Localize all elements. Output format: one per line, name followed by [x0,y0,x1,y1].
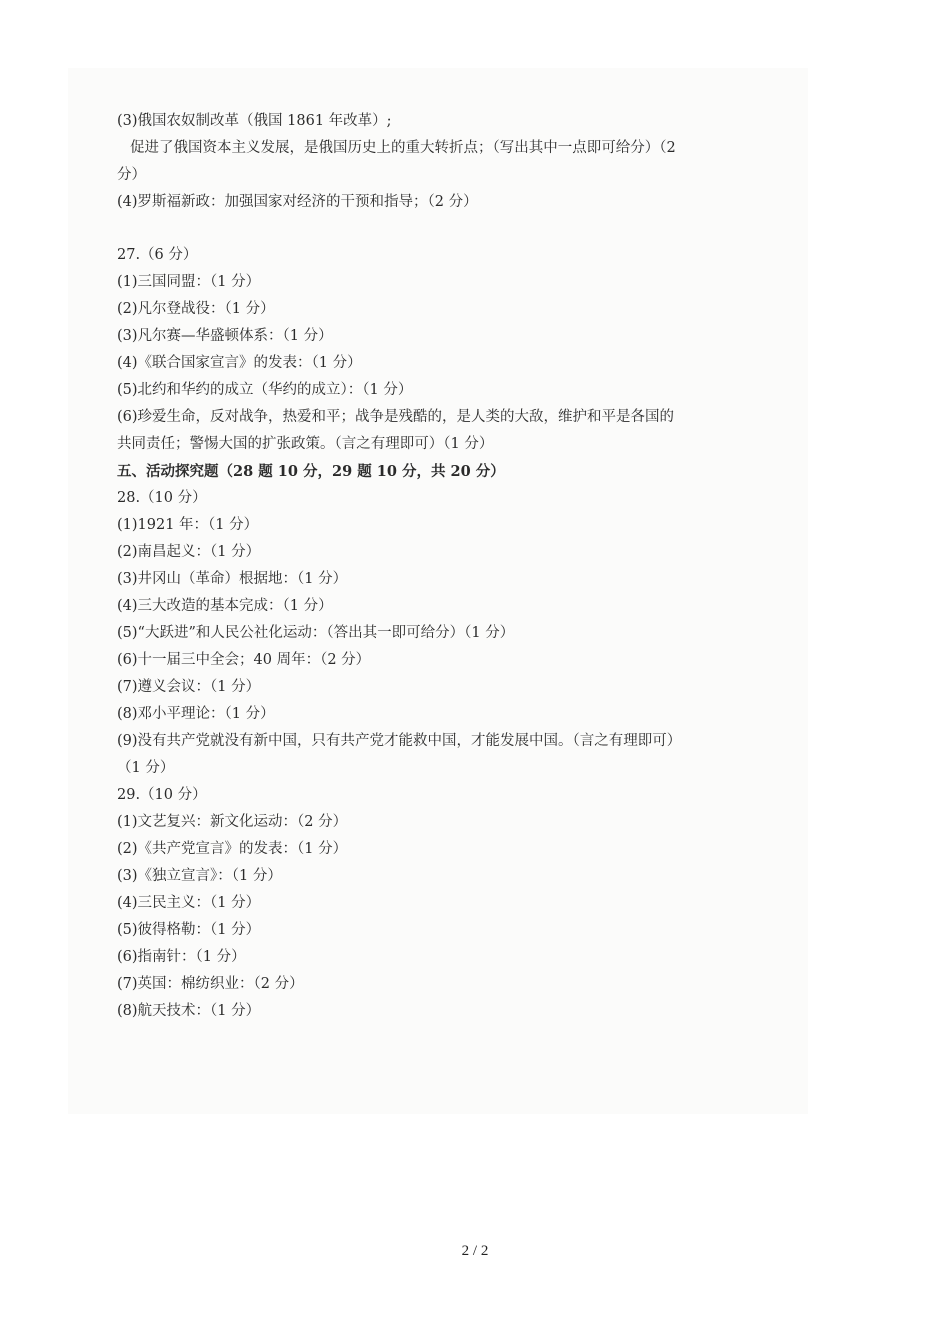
spacer [117,216,787,242]
answer-line: 促进了俄国资本主义发展，是俄国历史上的重大转折点；（写出其中一点即可给分）（2 [130,140,676,156]
answer-line: 共同责任；警惕大国的扩张政策。（言之有理即可）（1 分） [117,436,494,452]
answer-line: (6)十一届三中全会；40 周年：（2 分） [117,652,371,668]
answer-line: (3)俄国农奴制改革（俄国 1861 年改革）; [117,113,392,129]
answer-line: (5)北约和华约的成立（华约的成立）：（1 分） [117,382,413,398]
question-29-title: 29.（10 分） [117,787,207,803]
answer-line: (8)航天技术：（1 分） [117,1003,261,1019]
answer-line: (2)南昌起义：（1 分） [117,544,261,560]
answer-line: (6)珍爱生命，反对战争，热爱和平；战争是残酷的，是人类的大敌，维护和平是各国的 [117,409,675,425]
answer-line: （1 分） [117,760,175,776]
answer-line: (7)英国：棉纺织业：（2 分） [117,976,304,992]
answer-line: (2)《共产党宣言》的发表：（1 分） [117,841,348,857]
answer-line: (1)1921 年：（1 分） [117,517,259,533]
answer-line: (4)罗斯福新政：加强国家对经济的干预和指导；（2 分） [117,194,478,210]
answer-line: (1)三国同盟：（1 分） [117,274,261,290]
answer-line: (6)指南针：（1 分） [117,949,246,965]
answer-line: (9)没有共产党就没有新中国，只有共产党才能救中国，才能发展中国。（言之有理即可） [117,733,682,749]
answer-line: (3)井冈山（革命）根据地：（1 分） [117,571,348,587]
answer-content [117,108,787,1025]
question-28-title: 28.（10 分） [117,490,207,506]
answer-line: (5)“大跃进”和人民公社化运动：（答出其一即可给分）（1 分） [117,625,515,641]
answer-line: (4)《联合国家宣言》的发表：（1 分） [117,355,362,371]
answer-line: (5)彼得格勒：（1 分） [117,922,261,938]
answer-line: (2)凡尔登战役：（1 分） [117,301,275,317]
answer-line: (1)文艺复兴：新文化运动：（2 分） [117,814,348,830]
answer-line: (4)三民主义：（1 分） [117,895,261,911]
answer-line: (8)邓小平理论：（1 分） [117,706,275,722]
answer-line: (3)凡尔赛—华盛顿体系：（1 分） [117,328,333,344]
answer-line: (7)遵义会议：（1 分） [117,679,261,695]
question-27-title: 27.（6 分） [117,247,198,263]
page-number: 2 / 2 [461,1243,489,1259]
section-heading: 五、活动探究题（28 题 10 分，29 题 10 分，共 20 分） [117,463,505,480]
answer-line: (3)《独立宣言》：（1 分） [117,868,282,884]
answer-line: 分） [117,167,146,183]
answer-line: (4)三大改造的基本完成：（1 分） [117,598,333,614]
